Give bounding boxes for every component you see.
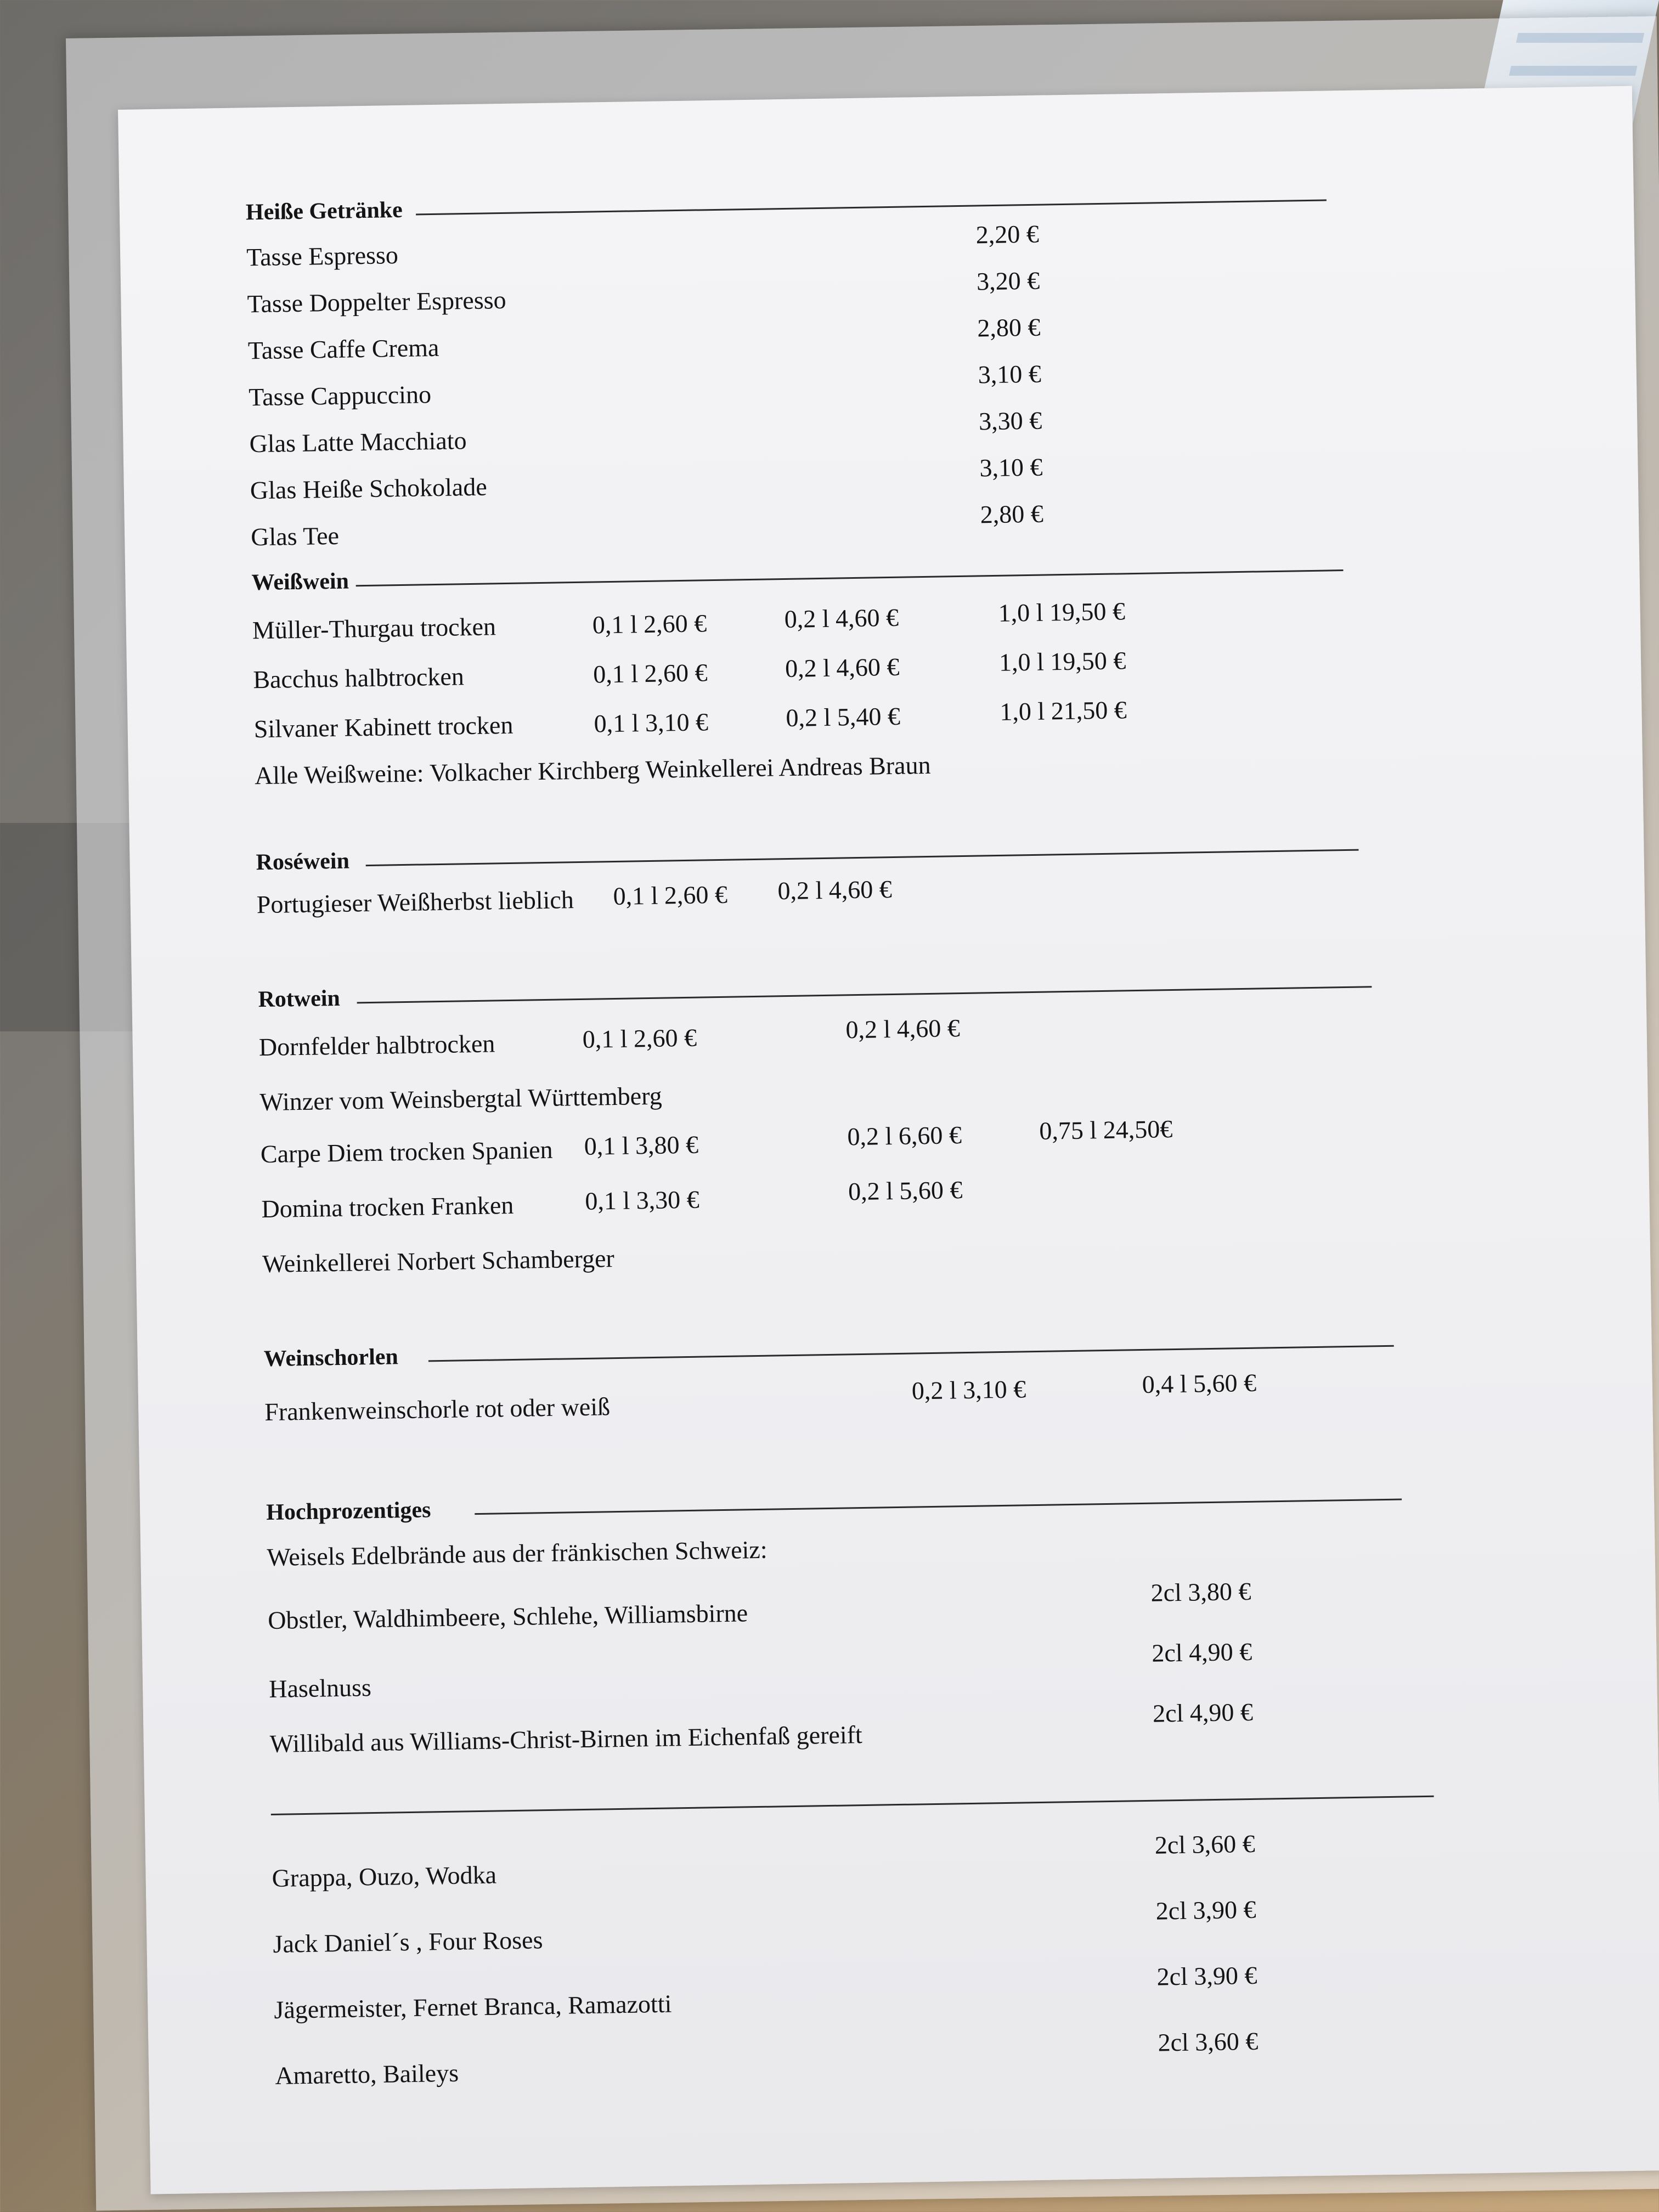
spirit-name: Obstler, Waldhimbeere, Schlehe, Williamsbirne — [267, 1599, 748, 1635]
menu-item-price: 3,20 € — [976, 266, 1040, 296]
price-0-2l: 0,2 l 4,60 € — [784, 603, 899, 634]
spirit-price: 2cl 3,90 € — [1155, 1895, 1256, 1925]
price-0-1l: 0,1 l 3,80 € — [584, 1130, 699, 1160]
section-heading-weisswein: Weißwein — [251, 568, 349, 596]
menu-item-name: Glas Heiße Schokolade — [250, 472, 488, 505]
section-heading-weinschorlen: Weinschorlen — [263, 1344, 399, 1372]
spirit-name: Jägermeister, Fernet Branca, Ramazotti — [274, 1989, 672, 2024]
price-0-2l: 0,2 l 4,60 € — [785, 652, 900, 683]
menu-item-price: 3,10 € — [978, 359, 1042, 389]
spirit-price: 2cl 3,60 € — [1158, 2027, 1259, 2057]
section-rule — [357, 986, 1372, 1003]
wine-name: Portugieser Weißherbst lieblich — [256, 885, 574, 919]
menu-item-price: 3,30 € — [978, 406, 1042, 436]
price-0-2l: 0,2 l 4,60 € — [845, 1014, 961, 1044]
spirit-name: Grappa, Ouzo, Wodka — [272, 1860, 497, 1892]
section-heading-rotwein: Rotwein — [258, 985, 341, 1013]
menu-item-name: Tasse Caffe Crema — [247, 333, 439, 365]
price-0-2l: 0,2 l 4,60 € — [777, 875, 893, 905]
price-0-4l: 0,4 l 5,60 € — [1142, 1368, 1257, 1398]
spirit-name: Haselnuss — [268, 1673, 372, 1703]
spirit-name: Amaretto, Baileys — [274, 2058, 459, 2090]
wine-name: Domina trocken Franken — [261, 1190, 514, 1223]
price-0-1l: 0,1 l 2,60 € — [613, 880, 728, 910]
spirit-price: 2cl 4,90 € — [1152, 1697, 1254, 1728]
menu-item-price: 2,80 € — [980, 499, 1044, 529]
price-0-1l: 0,1 l 2,60 € — [592, 658, 708, 689]
wine-name: Müller-Thurgau trocken — [252, 612, 496, 645]
price-0-2l: 0,2 l 5,60 € — [848, 1176, 963, 1206]
spirit-name: Jack Daniel´s , Four Roses — [273, 1926, 543, 1958]
menu-item-name: Tasse Doppelter Espresso — [247, 285, 506, 318]
price-0-75l: 0,75 l 24,50€ — [1039, 1115, 1173, 1145]
section-heading-rosewein: Roséwein — [256, 848, 350, 876]
price-1-0l: 1,0 l 19,50 € — [998, 646, 1126, 676]
section-heading-heisse-getraenke: Heiße Getränke — [245, 197, 403, 225]
section-rule — [366, 849, 1359, 866]
kellerei-note: Weinkellerei Norbert Schamberger — [262, 1244, 615, 1278]
spirit-price: 2cl 4,90 € — [1152, 1637, 1252, 1667]
price-0-1l: 0,1 l 2,60 € — [592, 609, 707, 639]
wine-name: Silvaner Kabinett trocken — [253, 710, 514, 743]
menu-item-name: Glas Tee — [250, 521, 340, 551]
section-rule — [356, 569, 1344, 586]
section-heading-hochprozentiges: Hochprozentiges — [266, 1497, 431, 1526]
price-0-1l: 0,1 l 2,60 € — [582, 1023, 697, 1053]
section-rule — [271, 1796, 1434, 1815]
menu-item-price: 2,20 € — [975, 219, 1040, 249]
price-1-0l: 1,0 l 21,50 € — [1000, 696, 1127, 726]
menu-item-name: Glas Latte Macchiato — [249, 426, 467, 458]
menu-item-name: Tasse Espresso — [246, 241, 399, 272]
winzer-note: Winzer vom Weinsbergtal Württemberg — [259, 1081, 663, 1116]
price-0-2l: 0,2 l 6,60 € — [847, 1121, 962, 1151]
spirit-price: 2cl 3,60 € — [1154, 1829, 1255, 1859]
section-rule — [475, 1499, 1402, 1515]
spirit-name: Willibald aus Williams-Christ-Birnen im Eichenfaß gereift — [269, 1720, 863, 1758]
spirit-price: 2cl 3,90 € — [1156, 1961, 1257, 1991]
price-0-2l: 0,2 l 3,10 € — [911, 1375, 1026, 1405]
spirit-price: 2cl 3,80 € — [1150, 1577, 1251, 1607]
section-rule — [416, 199, 1327, 215]
wine-name: Dornfelder halbtrocken — [258, 1029, 495, 1062]
price-0-2l: 0,2 l 5,40 € — [786, 702, 901, 732]
wine-name: Bacchus halbtrocken — [252, 662, 465, 694]
menu-sheet — [118, 86, 1659, 2194]
menu-item-price: 3,10 € — [979, 453, 1043, 482]
schorle-name: Frankenweinschorle rot oder weiß — [264, 1392, 611, 1426]
price-1-0l: 1,0 l 19,50 € — [998, 597, 1126, 627]
menu-item-price: 2,80 € — [977, 313, 1041, 342]
price-0-1l: 0,1 l 3,30 € — [584, 1185, 700, 1215]
wine-name: Carpe Diem trocken Spanien — [260, 1135, 553, 1169]
price-0-1l: 0,1 l 3,10 € — [594, 708, 709, 738]
hochprozentiges-intro: Weisels Edelbrände aus der fränkischen Schweiz: — [267, 1535, 768, 1572]
section-rule — [428, 1345, 1394, 1362]
menu-item-name: Tasse Cappuccino — [248, 380, 432, 411]
weisswein-note: Alle Weißweine: Volkacher Kirchberg Weinkellerei Andreas Braun — [254, 751, 931, 790]
